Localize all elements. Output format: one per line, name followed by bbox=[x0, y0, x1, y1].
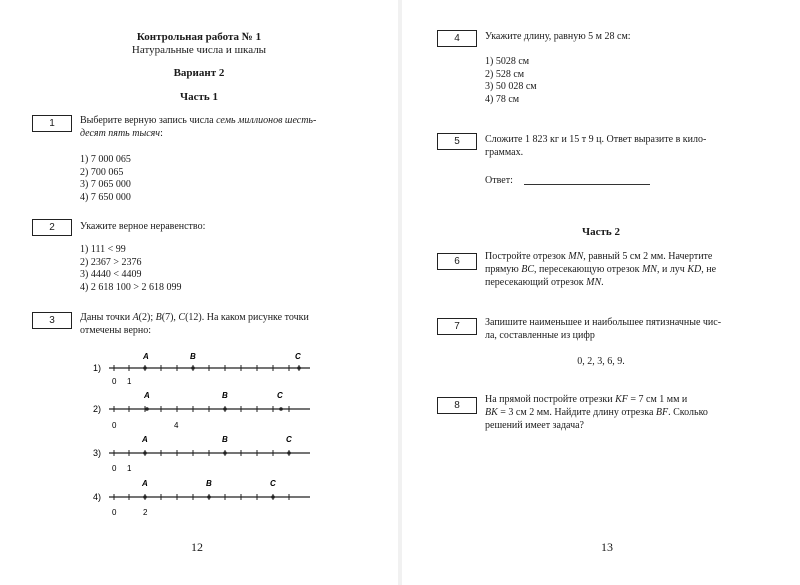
question-number-box: 5 bbox=[437, 133, 477, 150]
answer-option: 2) 700 065 bbox=[80, 166, 124, 178]
answer-option: 2) 2367 > 2376 bbox=[80, 256, 142, 268]
question-number-box: 2 bbox=[32, 219, 72, 236]
digits-list: 0, 2, 3, 6, 9. bbox=[577, 356, 625, 367]
option-label: 4) bbox=[93, 492, 102, 502]
option-label: 1) bbox=[93, 363, 102, 373]
point-label: B bbox=[190, 352, 196, 361]
option-label: 3) bbox=[93, 448, 102, 458]
test-title: Контрольная работа № 1 bbox=[136, 31, 262, 43]
tick-label: 4 bbox=[174, 421, 179, 430]
answer-option: 3) 7 065 000 bbox=[80, 179, 131, 190]
answer-option: 3) 50 028 см bbox=[485, 81, 537, 92]
tick-label: 0 bbox=[112, 464, 117, 473]
tick-label: 0 bbox=[112, 421, 117, 430]
point-c bbox=[271, 495, 275, 499]
tick-label: 2 bbox=[143, 508, 148, 517]
point-b bbox=[191, 366, 195, 370]
answer-options bbox=[485, 56, 537, 106]
answer-option: 4) 2 618 100 > 2 618 099 bbox=[80, 281, 182, 293]
page-number: 12 bbox=[191, 540, 203, 554]
page-number: 13 bbox=[601, 540, 613, 554]
part-heading: Часть 1 bbox=[180, 91, 218, 103]
answer-option: 3) 4440 < 4409 bbox=[80, 269, 142, 280]
question-text: Сложите 1 823 кг и 15 т 9 ц. Ответ выразите в кило- граммах. bbox=[485, 134, 707, 158]
option-label: 2) bbox=[93, 404, 102, 414]
answer-option: 1) 111 < 99 bbox=[80, 244, 126, 255]
answer-option: 1) 5028 см bbox=[485, 56, 530, 67]
point-label: C bbox=[270, 479, 276, 488]
test-subtitle: Натуральные числа и шкалы bbox=[131, 44, 267, 56]
point-label: A bbox=[142, 479, 148, 488]
point-a bbox=[143, 451, 147, 455]
part-heading: Часть 2 bbox=[582, 226, 620, 238]
tick-label: 0 bbox=[112, 508, 117, 517]
point-label: A bbox=[143, 352, 149, 361]
point-b bbox=[223, 451, 227, 455]
left-page bbox=[0, 0, 398, 585]
point-a bbox=[143, 366, 147, 370]
point-label: C bbox=[286, 435, 292, 444]
answer-label: Ответ: bbox=[485, 175, 513, 186]
point-label: C bbox=[277, 391, 283, 400]
number-lines-figure bbox=[85, 340, 320, 525]
point-label: B bbox=[222, 435, 228, 444]
tick-label: 1 bbox=[127, 464, 132, 473]
answer-option: 4) 78 см bbox=[485, 93, 520, 105]
answer-option: 1) 7 000 065 bbox=[80, 154, 131, 165]
question-number-box: 6 bbox=[437, 253, 477, 270]
question-number-box: 1 bbox=[32, 115, 72, 132]
point-a bbox=[143, 495, 147, 499]
answer-option: 2) 528 см bbox=[485, 68, 525, 80]
question-text: Укажите верное неравенство: bbox=[80, 221, 206, 232]
tick-label: 0 bbox=[112, 377, 117, 386]
variant-heading: Вариант 2 bbox=[173, 67, 225, 79]
point-label: B bbox=[206, 479, 212, 488]
question-text: Запишите наименьшее и наибольшее пятизначные чис- ла, составленные из цифр bbox=[485, 317, 722, 341]
answer-options bbox=[80, 154, 131, 204]
answer-options bbox=[80, 244, 181, 294]
point-label: B bbox=[222, 391, 228, 400]
point-label: A bbox=[142, 435, 148, 444]
question-text: Постройте отрезок MN, равный 5 см 2 мм. Начертите прямую BC, пересекающую отрезок MN, и луч KD, не пересекающий отрезок MN. bbox=[485, 251, 717, 288]
answer-line bbox=[524, 184, 650, 185]
point-c bbox=[279, 407, 283, 411]
point-c bbox=[297, 366, 301, 370]
question-text: Выберите верную запись числа семь миллионов шесть- десят пять тысяч: bbox=[80, 115, 317, 139]
point-c bbox=[287, 451, 291, 455]
question-text: Даны точки A(2); B(7), C(12). На каком рисунке точки отмечены верно: bbox=[80, 312, 309, 336]
point-a bbox=[145, 407, 149, 411]
tick-label: 1 bbox=[127, 377, 132, 386]
answer-option: 4) 7 650 000 bbox=[80, 191, 131, 203]
question-text: На прямой постройте отрезки KF = 7 см 1 мм и BK = 3 см 2 мм. Найдите длину отрезка BF. Сколько решений имеет задача? bbox=[485, 394, 708, 431]
question-text: Укажите длину, равную 5 м 28 см: bbox=[485, 31, 631, 42]
point-b bbox=[207, 495, 211, 499]
point-label: A bbox=[144, 391, 150, 400]
question-number-box: 7 bbox=[437, 318, 477, 335]
question-number-box: 8 bbox=[437, 397, 477, 414]
question-number-box: 4 bbox=[437, 30, 477, 47]
point-label: C bbox=[295, 352, 301, 361]
question-number-box: 3 bbox=[32, 312, 72, 329]
right-page bbox=[402, 0, 800, 585]
point-b bbox=[223, 407, 227, 411]
